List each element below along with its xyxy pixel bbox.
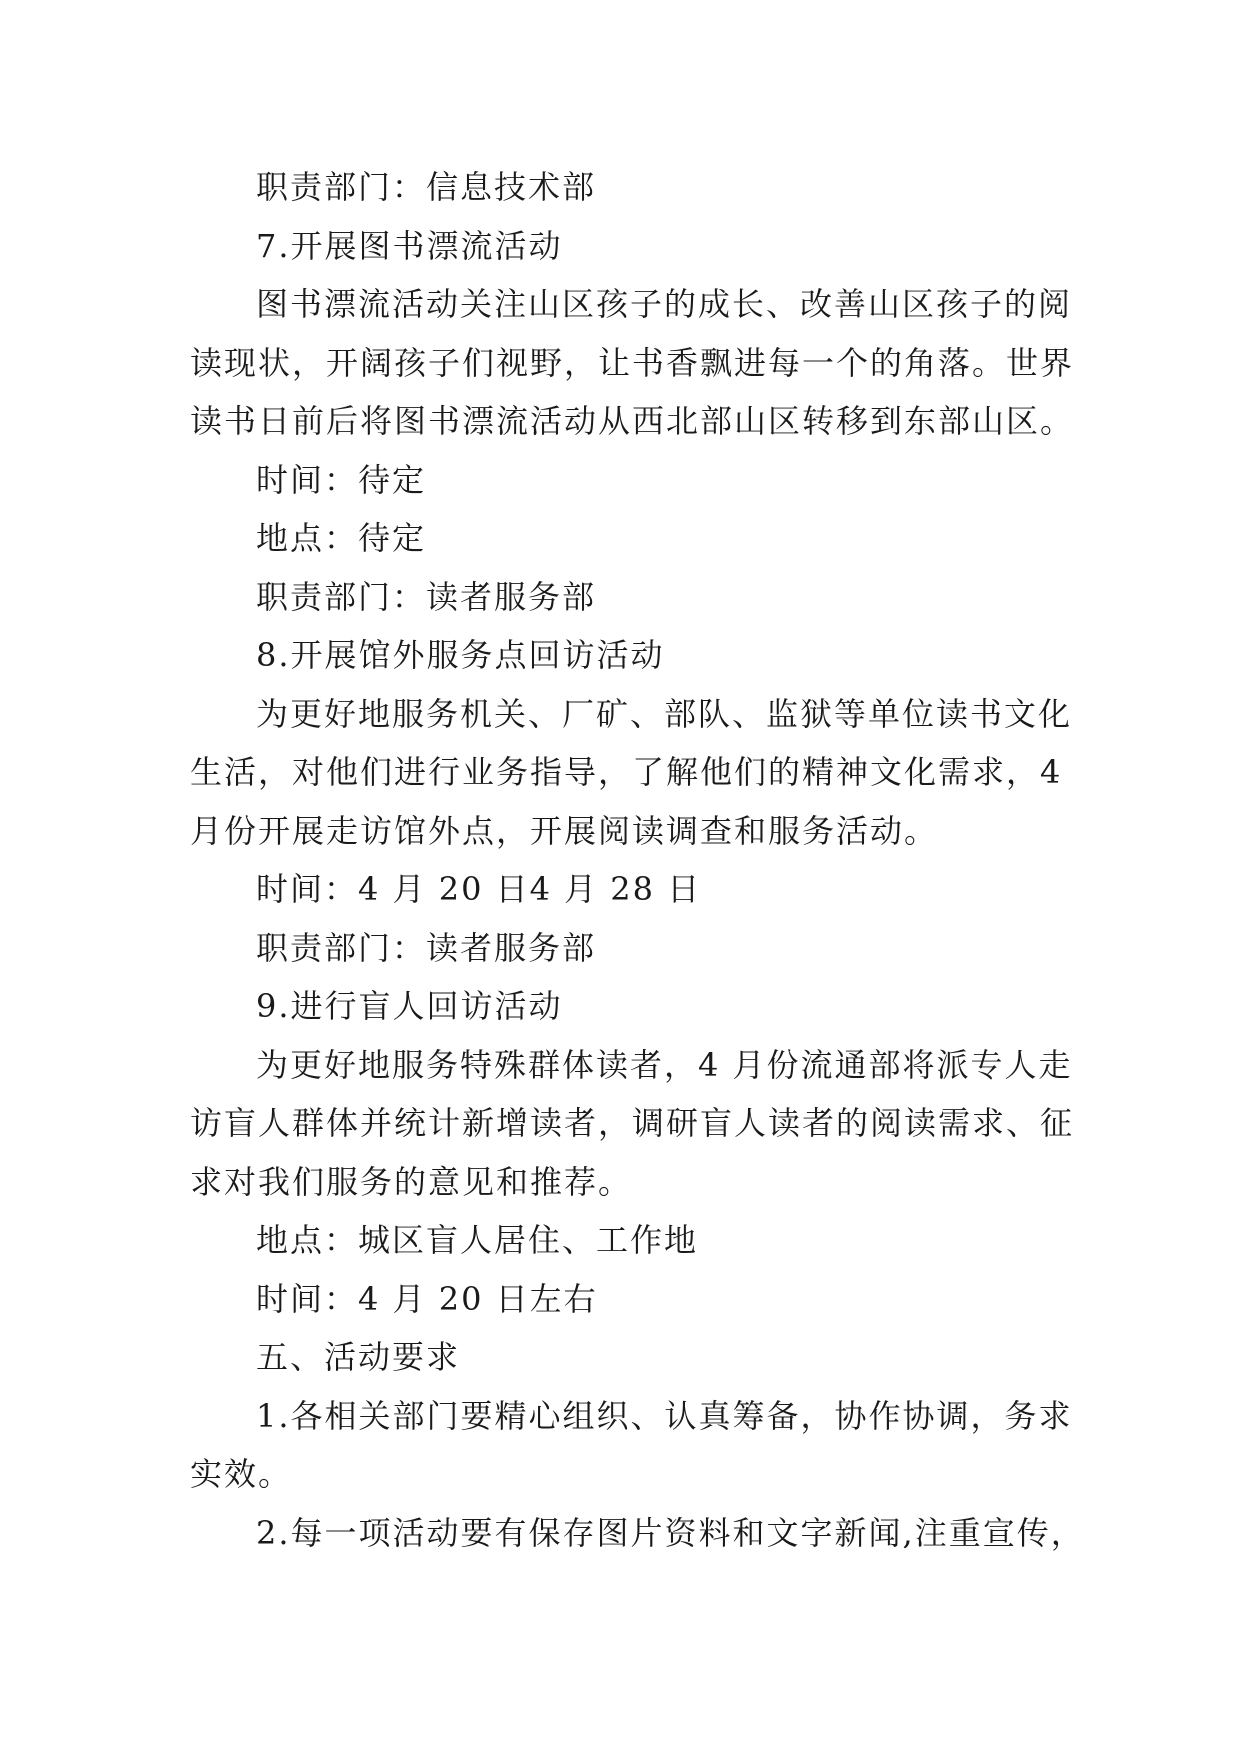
paragraph-line: 1.各相关部门要精心组织、认真筹备，协作协调，务求 xyxy=(256,1396,1073,1435)
paragraph-line: 访盲人群体并统计新增读者，调研盲人读者的阅读需求、征 xyxy=(190,1104,1075,1142)
paragraph-line: 实效。 xyxy=(190,1455,293,1493)
paragraph-line: 为更好地服务机关、厂矿、部队、监狱等单位读书文化 xyxy=(256,694,1073,733)
section-heading: 五、活动要求 xyxy=(256,1338,461,1376)
text-line: 时间：待定 xyxy=(256,460,427,499)
paragraph-line: 求对我们服务的意见和推荐。 xyxy=(190,1162,633,1201)
paragraph-line: 图书漂流活动关注山区孩子的成长、改善山区孩子的阅 xyxy=(256,285,1073,323)
section-heading: 8.开展馆外服务点回访活动 xyxy=(256,636,665,674)
document-body xyxy=(190,158,1085,1562)
text-line: 时间：4 月 20 日4 月 28 日 xyxy=(256,870,702,908)
text-line: 地点：待定 xyxy=(256,519,427,557)
paragraph-line: 读书日前后将图书漂流活动从西北部山区转移到东部山区。 xyxy=(190,402,1075,440)
paragraph-line: 生活，对他们进行业务指导，了解他们的精神文化需求，4 xyxy=(190,753,1063,791)
text-line: 职责部门：读者服务部 xyxy=(256,577,597,616)
paragraph-line: 月份开展走访馆外点，开展阅读调查和服务活动。 xyxy=(190,811,939,850)
paragraph-line: 为更好地服务特殊群体读者，4 月份流通部将派专人走 xyxy=(256,1045,1073,1084)
paragraph-line: 读现状，开阔孩子们视野，让书香飘进每一个的角落。世界 xyxy=(190,343,1075,382)
text-line: 时间：4 月 20 日左右 xyxy=(256,1279,598,1318)
paragraph-line: 2.每一项活动要有保存图片资料和文字新闻,注重宣传， xyxy=(256,1513,1085,1552)
text-line: 职责部门：信息技术部 xyxy=(256,168,597,206)
section-heading: 9.进行盲人回访活动 xyxy=(256,987,563,1025)
text-line: 地点：城区盲人居住、工作地 xyxy=(256,1221,699,1259)
section-heading: 7.开展图书漂流活动 xyxy=(256,226,563,265)
text-line: 职责部门：读者服务部 xyxy=(256,928,597,967)
